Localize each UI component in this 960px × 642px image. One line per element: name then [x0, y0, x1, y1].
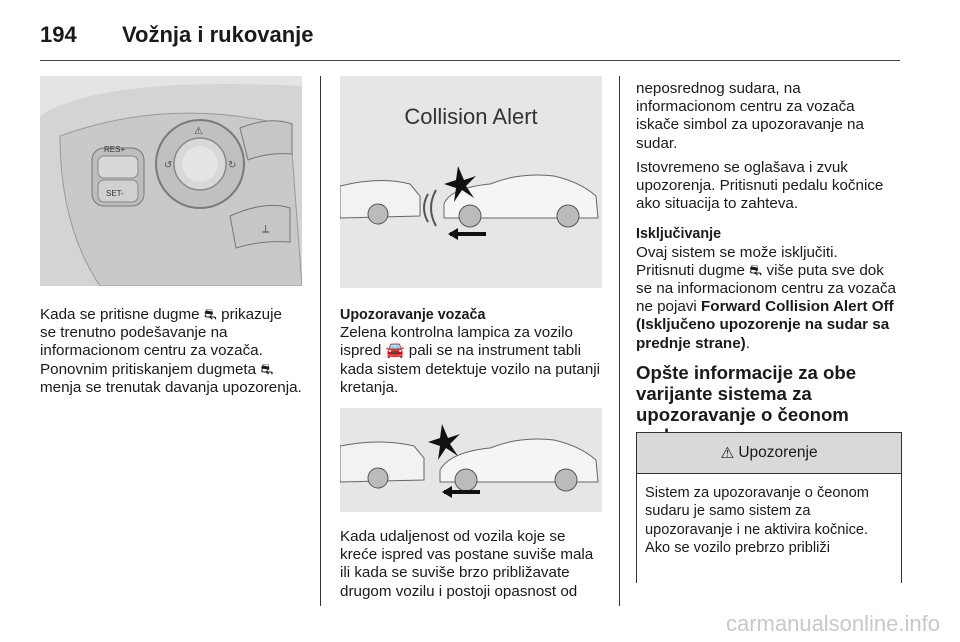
warning-title: Upozorenje [738, 444, 818, 461]
set-minus-label: SET- [106, 189, 124, 198]
col3-paragraph-1: neposrednog sudara, na informacionom centru za vozača iskače simbol za upozoravanje na sudar. [636, 80, 864, 152]
fca-button-icon: ⛐ [749, 261, 763, 279]
disable-heading: Isključivanje [636, 226, 722, 243]
collision-scene-figure [340, 408, 602, 512]
warning-text: Sistem za upozoravanje o čeonom sudaru je samo sistem za upozoravanje i ne aktivira kočnice. Ako se vozilo prebrzo približi [645, 485, 869, 557]
steering-wheel-figure [40, 76, 302, 286]
col2-text-b: pali se na instrument tabli kada sistem detektuje vozilo na putanji kretanja. [340, 342, 601, 396]
col3-text-b: više puta sve dok se na informacionom centru za vozača ne pojavi [636, 261, 897, 316]
col2-paragraph-2: Kada udaljenost od vozila koje se kreće ispred vas postane suviše mala ili kada se suviše brzo približavate drugom vozilu i postoji opasnost od [340, 528, 594, 600]
col3-text-a: Ovaj sistem se može isključiti. Pritisnuti dugme [636, 243, 838, 279]
collision-alert-figure [340, 76, 602, 288]
column-divider-2 [619, 76, 620, 606]
fca-button-icon: ⛐ [260, 360, 274, 378]
collision-alert-title: Collision Alert [404, 104, 538, 129]
page-header [40, 8, 900, 58]
header-divider [40, 60, 900, 61]
driver-alert-heading: Upozoravanje vozača [340, 307, 486, 323]
svg-text:↺: ↺ [164, 160, 173, 171]
page-number: 194 [40, 22, 77, 47]
col3-paragraph-2: Istovremeno se oglašava i zvuk upozorenja. Pritisnuti pedalu kočnice ako situacija to zahteva. [636, 158, 884, 213]
fca-button-icon: ⛐ [203, 306, 217, 323]
col1-text-b: prikazuje se trenutno podešavanje na informacionom centru za vozača. Ponovnim pritiskanjem dugmeta [40, 306, 282, 378]
col1-text-c: menja se trenutak davanja upozorenja. [40, 378, 302, 396]
watermark: carmanualsonline.info [725, 611, 940, 636]
col3-text-end: . [745, 334, 750, 352]
col2-block-2 [340, 528, 602, 601]
vehicle-ahead-icon: 🚘 [385, 342, 405, 360]
svg-text:⟂: ⟂ [262, 223, 270, 235]
res-plus-label: RES+ [104, 145, 126, 154]
svg-text:⚠: ⚠ [194, 126, 203, 137]
col2-block-1 [340, 306, 602, 397]
svg-text:↻: ↻ [228, 160, 237, 171]
warning-box [636, 432, 902, 583]
fca-off-message: Forward Collision Alert Off (Isključeno upozorenje na sudar sa prednje strane) [636, 298, 894, 352]
warning-icon: ⚠ [720, 444, 735, 462]
col1-paragraph [40, 306, 302, 397]
col1-text-a: Kada se pritisne dugme [40, 306, 200, 323]
column-divider-1 [320, 76, 321, 606]
warning-header [637, 433, 901, 474]
col2-text-a: Zelena kontrolna lampica za vozilo ispred [340, 324, 573, 360]
col3-block [636, 80, 900, 353]
general-info-heading: Opšte informacije za obe varijante sistema za upozoravanje o čeonom [636, 362, 857, 425]
section-title: Vožnja i rukovanje [122, 22, 314, 47]
